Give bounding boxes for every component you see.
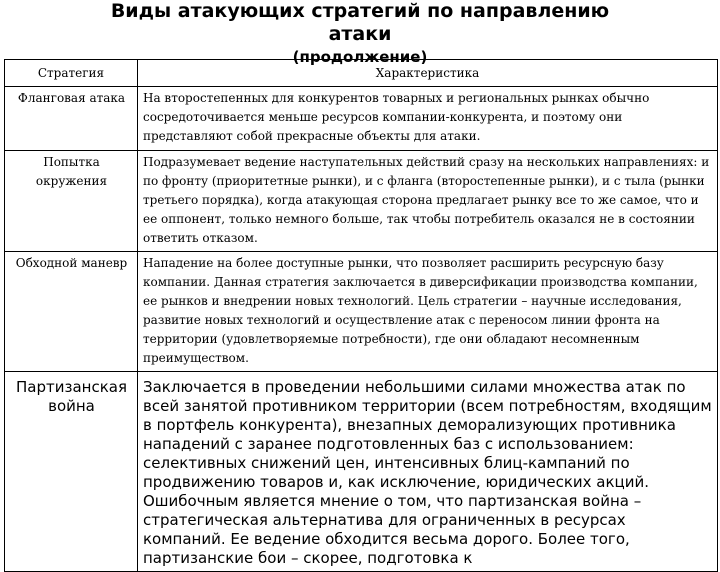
header-strategy: Стратегия: [5, 60, 138, 87]
title-line-1: Виды атакующих стратегий по направлению: [110, 0, 610, 22]
table-row: [5, 372, 718, 572]
table-row: [5, 252, 718, 372]
header-description: Характеристика: [138, 60, 718, 87]
strategy-name: Фланговая атака: [5, 87, 138, 151]
slide-title: [0, 0, 720, 66]
strategy-name: Попытка окружения: [5, 151, 138, 252]
strategy-name: Партизанская война: [5, 372, 138, 572]
strategy-description: Нападение на более доступные рынки, что позволяет расширить ресурсную базу компании. Данная стратегия заключается в диверсификации производства компании, ее рынков и внедрении новых технологий. Цель стратегии – научные исследования, развитие новых технологий и осуществление атак с переносом линии фронта на территории (удовлетворяемые потребности), где они обладают несомненным преимуществом.: [138, 252, 718, 372]
table-row: [5, 87, 718, 151]
strategy-description: Подразумевает ведение наступательных действий сразу на нескольких направлениях: и по фронту (приоритетные рынки), и с фланга (второстепенные рынки), и с тыла (рынки третьего порядка), когда атакующая сторона предлагает рынку все то же самое, что и ее оппонент, только немного больше, так чтобы потребитель оказался не в состоянии ответить отказом.: [138, 151, 718, 252]
strategy-description: Заключается в проведении небольшими силами множества атак по всей занятой противником территории (всем потребностям, входящим в портфель конкурента), внезапных деморализующих противника нападений с заранее подготовленных баз с использованием: селективных снижений цен, интенсивных блиц-кампаний по продвижению товаров и, как исключение, юридических акций. Ошибочным является мнение о том, что партизанская война – стратегическая альтернатива для ограниченных в ресурсах компаний. Ее ведение обходится весьма дорого. Более того, партизанские бои – скорее, подготовка к: [138, 372, 718, 572]
strategy-description: На второстепенных для конкурентов товарных и региональных рынках обычно сосредоточивается меньше ресурсов компании-конкурента, и поэтому они представляют собой прекрасные объекты для атаки.: [138, 87, 718, 151]
table-row: [5, 151, 718, 252]
strategy-name: Обходной маневр: [5, 252, 138, 372]
title-subtitle: (продолжение): [292, 48, 428, 66]
strategies-table: [4, 59, 718, 572]
table-header-row: [5, 60, 718, 87]
title-line-2: атаки: [328, 23, 392, 45]
